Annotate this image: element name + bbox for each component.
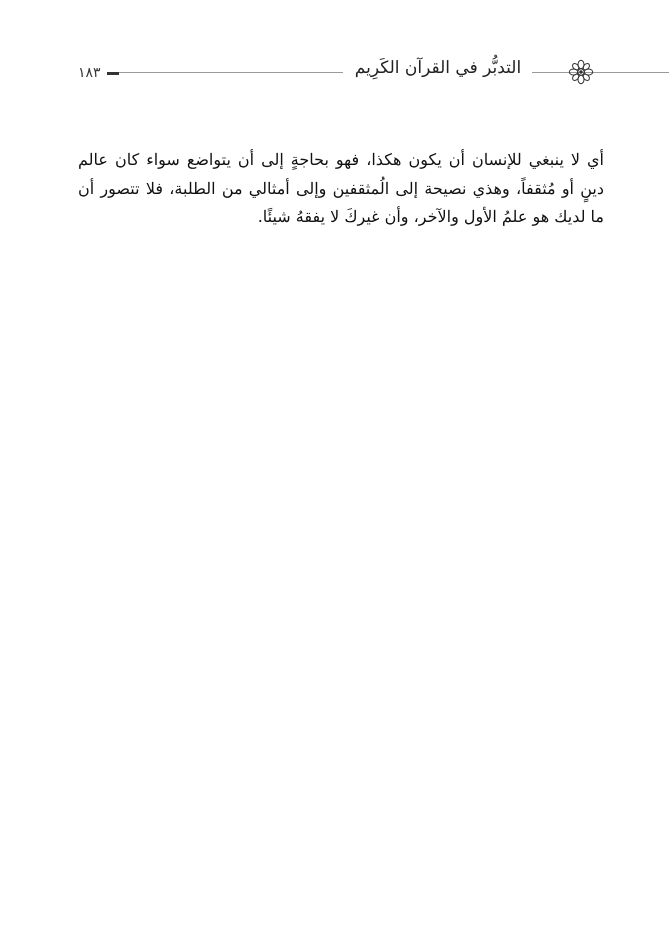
running-header bbox=[0, 52, 669, 92]
header-rule-left bbox=[118, 72, 343, 73]
body-paragraph: أي لا ينبغي للإنسان أن يكون هكذا، فهو بحاجةٍ إلى أن يتواضع سواء كان عالم دينٍ أو مُثقفاً، وهذي نصيحة إلى الُمثقفين وإلى أمثالي من الطلبة، فلا تتصور أن ما لديك هو علمُ الأول والآخر، وأن غيركَ لا يفقهُ شيئًا. bbox=[78, 150, 604, 226]
floral-rosette-icon bbox=[567, 58, 595, 86]
book-title: التدبُّر في القرآن الكَرِيم bbox=[354, 58, 522, 78]
page-number: ١٨٣ bbox=[78, 65, 101, 81]
page-number-block bbox=[78, 62, 119, 84]
header-rule-right bbox=[532, 72, 669, 73]
page-number-dash bbox=[107, 72, 119, 75]
